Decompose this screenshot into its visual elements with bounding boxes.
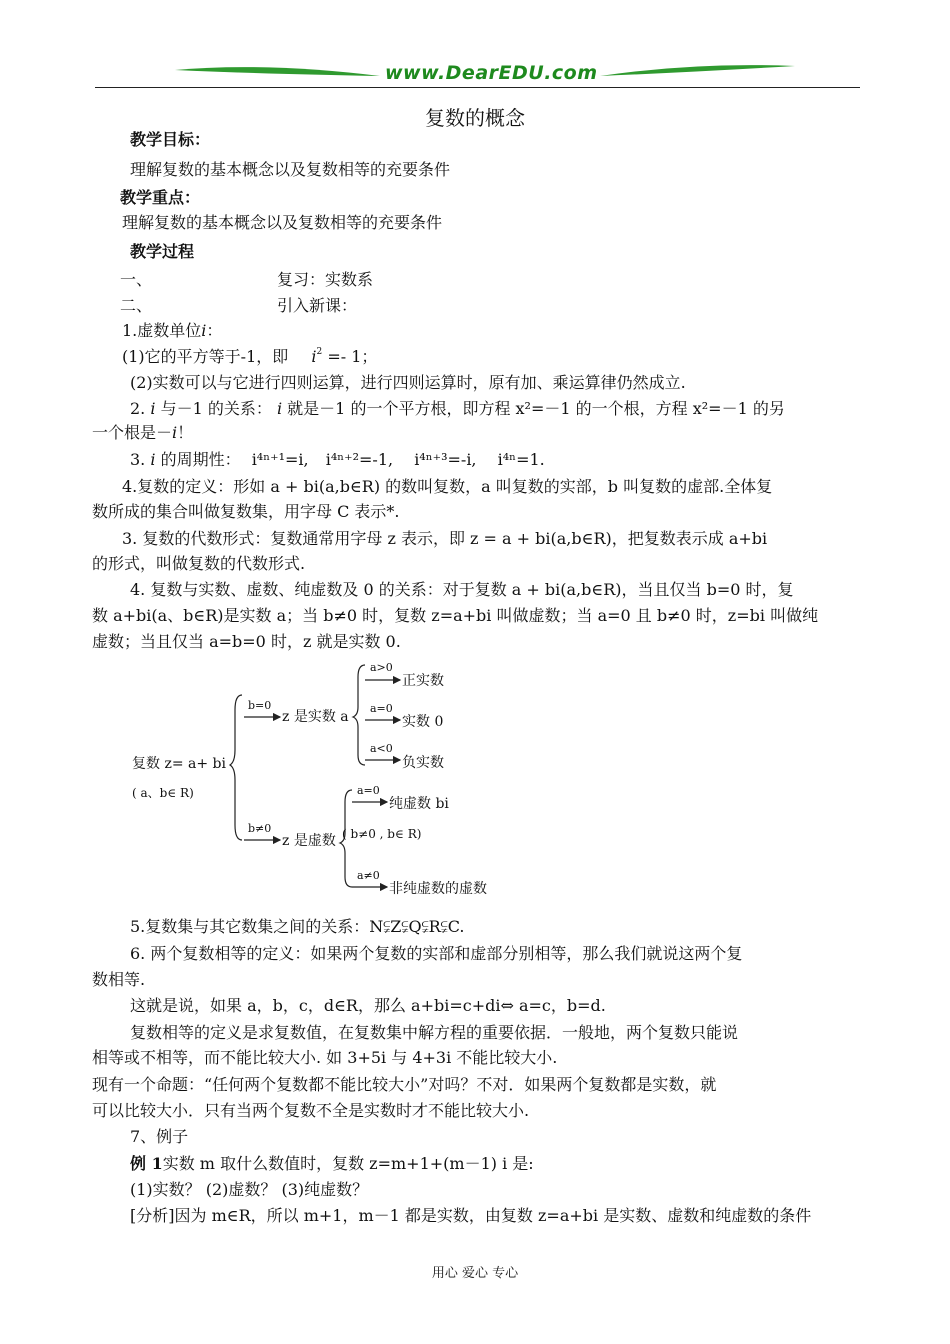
body-text: 3. xyxy=(130,450,146,469)
body-text: 一个根是－ xyxy=(92,423,173,442)
symbol-i: i xyxy=(172,423,178,442)
body-text: ： xyxy=(206,321,223,340)
leaf2-condition: a=0 xyxy=(370,702,393,715)
body-line-20: 现有一个命题：“任何两个复数都不能比较大小”对吗？不对．如果两个复数都是实数，就 xyxy=(92,1075,717,1094)
periodic-term: i⁴ⁿ⁺¹=i, xyxy=(251,450,309,469)
body-line-10: 的形式，叫做复数的代数形式. xyxy=(92,554,306,573)
step2-number: 二、 xyxy=(120,296,153,315)
body-line-14: 5.复数集与其它数集之间的关系：N⫋Z⫋Q⫋R⫋C. xyxy=(130,917,465,936)
page-footer: 用心 爱心 专心 xyxy=(431,1266,519,1281)
page-title: 复数的概念 xyxy=(425,106,525,130)
body-line-19: 相等或不相等，而不能比较大小. 如 3+5i 与 4+3i 不能比较大小. xyxy=(92,1048,558,1067)
body-line-16: 数相等. xyxy=(92,970,146,989)
body-line-18: 复数相等的定义是求复数值，在复数集中解方程的重要依据．一般地，两个复数只能说 xyxy=(130,1023,739,1042)
goal-text: 理解复数的基本概念以及复数相等的充要条件 xyxy=(130,160,451,179)
symbol-i: i xyxy=(201,321,207,340)
body-line-22: 7、例子 xyxy=(130,1127,189,1146)
page-header xyxy=(95,60,860,92)
leaf4-label: 纯虚数 bi xyxy=(389,796,449,812)
periodic-term: i⁴ⁿ⁺²=-1, xyxy=(325,450,394,469)
leaf2-label: 实数 0 xyxy=(402,714,444,730)
body-text: 就是－1 的一个平方根，即方程 x²=－1 的一个根，方程 x²=－1 的另 xyxy=(287,399,785,418)
leaf1-label: 正实数 xyxy=(402,673,444,689)
symbol-i: i xyxy=(150,450,156,469)
step2-text: 引入新课： xyxy=(277,296,358,315)
example-label: 例 1 xyxy=(130,1154,163,1173)
body-line-7: 4.复数的定义：形如 a + bi(a,b∈R) 的数叫复数，a 叫复数的实部，b 叫复数的虚部.全体复 xyxy=(122,477,773,496)
leaf3-label: 负实数 xyxy=(402,755,444,771)
periodic-term: i⁴ⁿ=1. xyxy=(497,450,545,469)
root-label: 复数 z= a+ bi xyxy=(132,756,226,772)
body-text: 的周期性： xyxy=(160,450,241,469)
site-logo: www.DearEDU.com xyxy=(385,62,598,84)
body-line-17: 这就是说，如果 a，b，c，d∈R，那么 a+bi=c+di⇔ a=c，b=d. xyxy=(130,996,606,1015)
body-line-9: 3. 复数的代数形式：复数通常用字母 z 表示，即 z = a + bi(a,b∈R)，把复数表示成 a+bi xyxy=(122,529,768,548)
root-condition: ( a、b∈ R) xyxy=(132,786,194,800)
body-text: (1)它的平方等于-1，即 xyxy=(122,347,289,366)
symbol-i: i xyxy=(311,347,317,366)
focus-text: 理解复数的基本概念以及复数相等的充要条件 xyxy=(122,213,443,232)
body-line-11: 4. 复数与实数、虚数、纯虚数及 0 的关系：对于复数 a + bi(a,b∈R)，当且仅当 b=0 时，复 xyxy=(130,580,794,599)
body-line-5 xyxy=(92,423,193,443)
body-text: 1.虚数单位 xyxy=(122,321,202,340)
upper-brace xyxy=(353,665,365,765)
leaf4-note: ( b≠0 , b∈ R) xyxy=(342,827,422,841)
root-brace xyxy=(230,695,242,840)
header-rule xyxy=(95,87,860,88)
body-line-24: (1)实数？ (2)虚数？ (3)纯虚数？ xyxy=(130,1180,369,1199)
process-heading: 教学过程 xyxy=(130,242,195,261)
step1-number: 一、 xyxy=(120,270,153,289)
focus-heading: 教学重点： xyxy=(120,188,201,207)
upper-condition: b=0 xyxy=(248,699,272,712)
leaf1-condition: a>0 xyxy=(370,661,393,674)
leaf5-condition: a≠0 xyxy=(357,869,380,882)
body-line-1 xyxy=(122,321,222,341)
body-text: ！ xyxy=(177,423,194,442)
body-line-3: (2)实数可以与它进行四则运算，进行四则运算时，原有加、乘运算律仍然成立. xyxy=(130,373,686,392)
periodic-term: i⁴ⁿ⁺³=-i, xyxy=(414,450,477,469)
body-line-2: (1)它的平方等于-1，即 $i^2 =- 1$； xyxy=(122,347,378,366)
body-line-25: [分析]因为 m∈R，所以 m+1，m－1 都是实数，由复数 z=a+bi 是实数、虚数和纯虚数的条件 xyxy=(130,1206,812,1225)
body-line-6 xyxy=(130,450,545,470)
body-text: 实数 m 取什么数值时，复数 z=m+1+(m－1) i 是: xyxy=(162,1154,534,1173)
body-text: 2. xyxy=(130,399,146,418)
body-line-15: 6. 两个复数相等的定义：如果两个复数的实部和虚部分别相等，那么我们就说这两个复 xyxy=(130,944,743,963)
lower-node: z 是虚数 xyxy=(282,833,336,849)
upper-node: z 是实数 a xyxy=(282,709,349,725)
symbol-i: i xyxy=(150,399,156,418)
leaf4-condition: a=0 xyxy=(357,784,380,797)
body-line-21: 可以比较大小．只有当两个复数不全是实数时才不能比较大小. xyxy=(92,1101,530,1120)
goal-heading: 教学目标： xyxy=(130,130,211,149)
body-line-12: 数 a+bi(a、b∈R)是实数 a；当 b≠0 时，复数 z=a+bi 叫做虚数；当 a=0 且 b≠0 时，z=bi 叫做纯 xyxy=(92,606,819,625)
complex-number-classification-diagram xyxy=(120,655,540,900)
body-line-23 xyxy=(130,1154,534,1174)
body-text: =- 1； xyxy=(327,347,378,366)
body-line-8: 数所成的集合叫做复数集，用字母 C 表示*. xyxy=(92,502,400,521)
leaf3-condition: a<0 xyxy=(370,742,393,755)
body-line-4 xyxy=(130,399,785,419)
body-line-13: 虚数；当且仅当 a=b=0 时，z 就是实数 0. xyxy=(92,632,401,651)
symbol-i: i xyxy=(276,399,283,418)
step1-text: 复习：实数系 xyxy=(277,270,374,289)
body-text: 与－1 的关系： xyxy=(160,399,272,418)
lower-condition: b≠0 xyxy=(248,822,272,835)
leaf5-label: 非纯虚数的虚数 xyxy=(389,881,487,897)
